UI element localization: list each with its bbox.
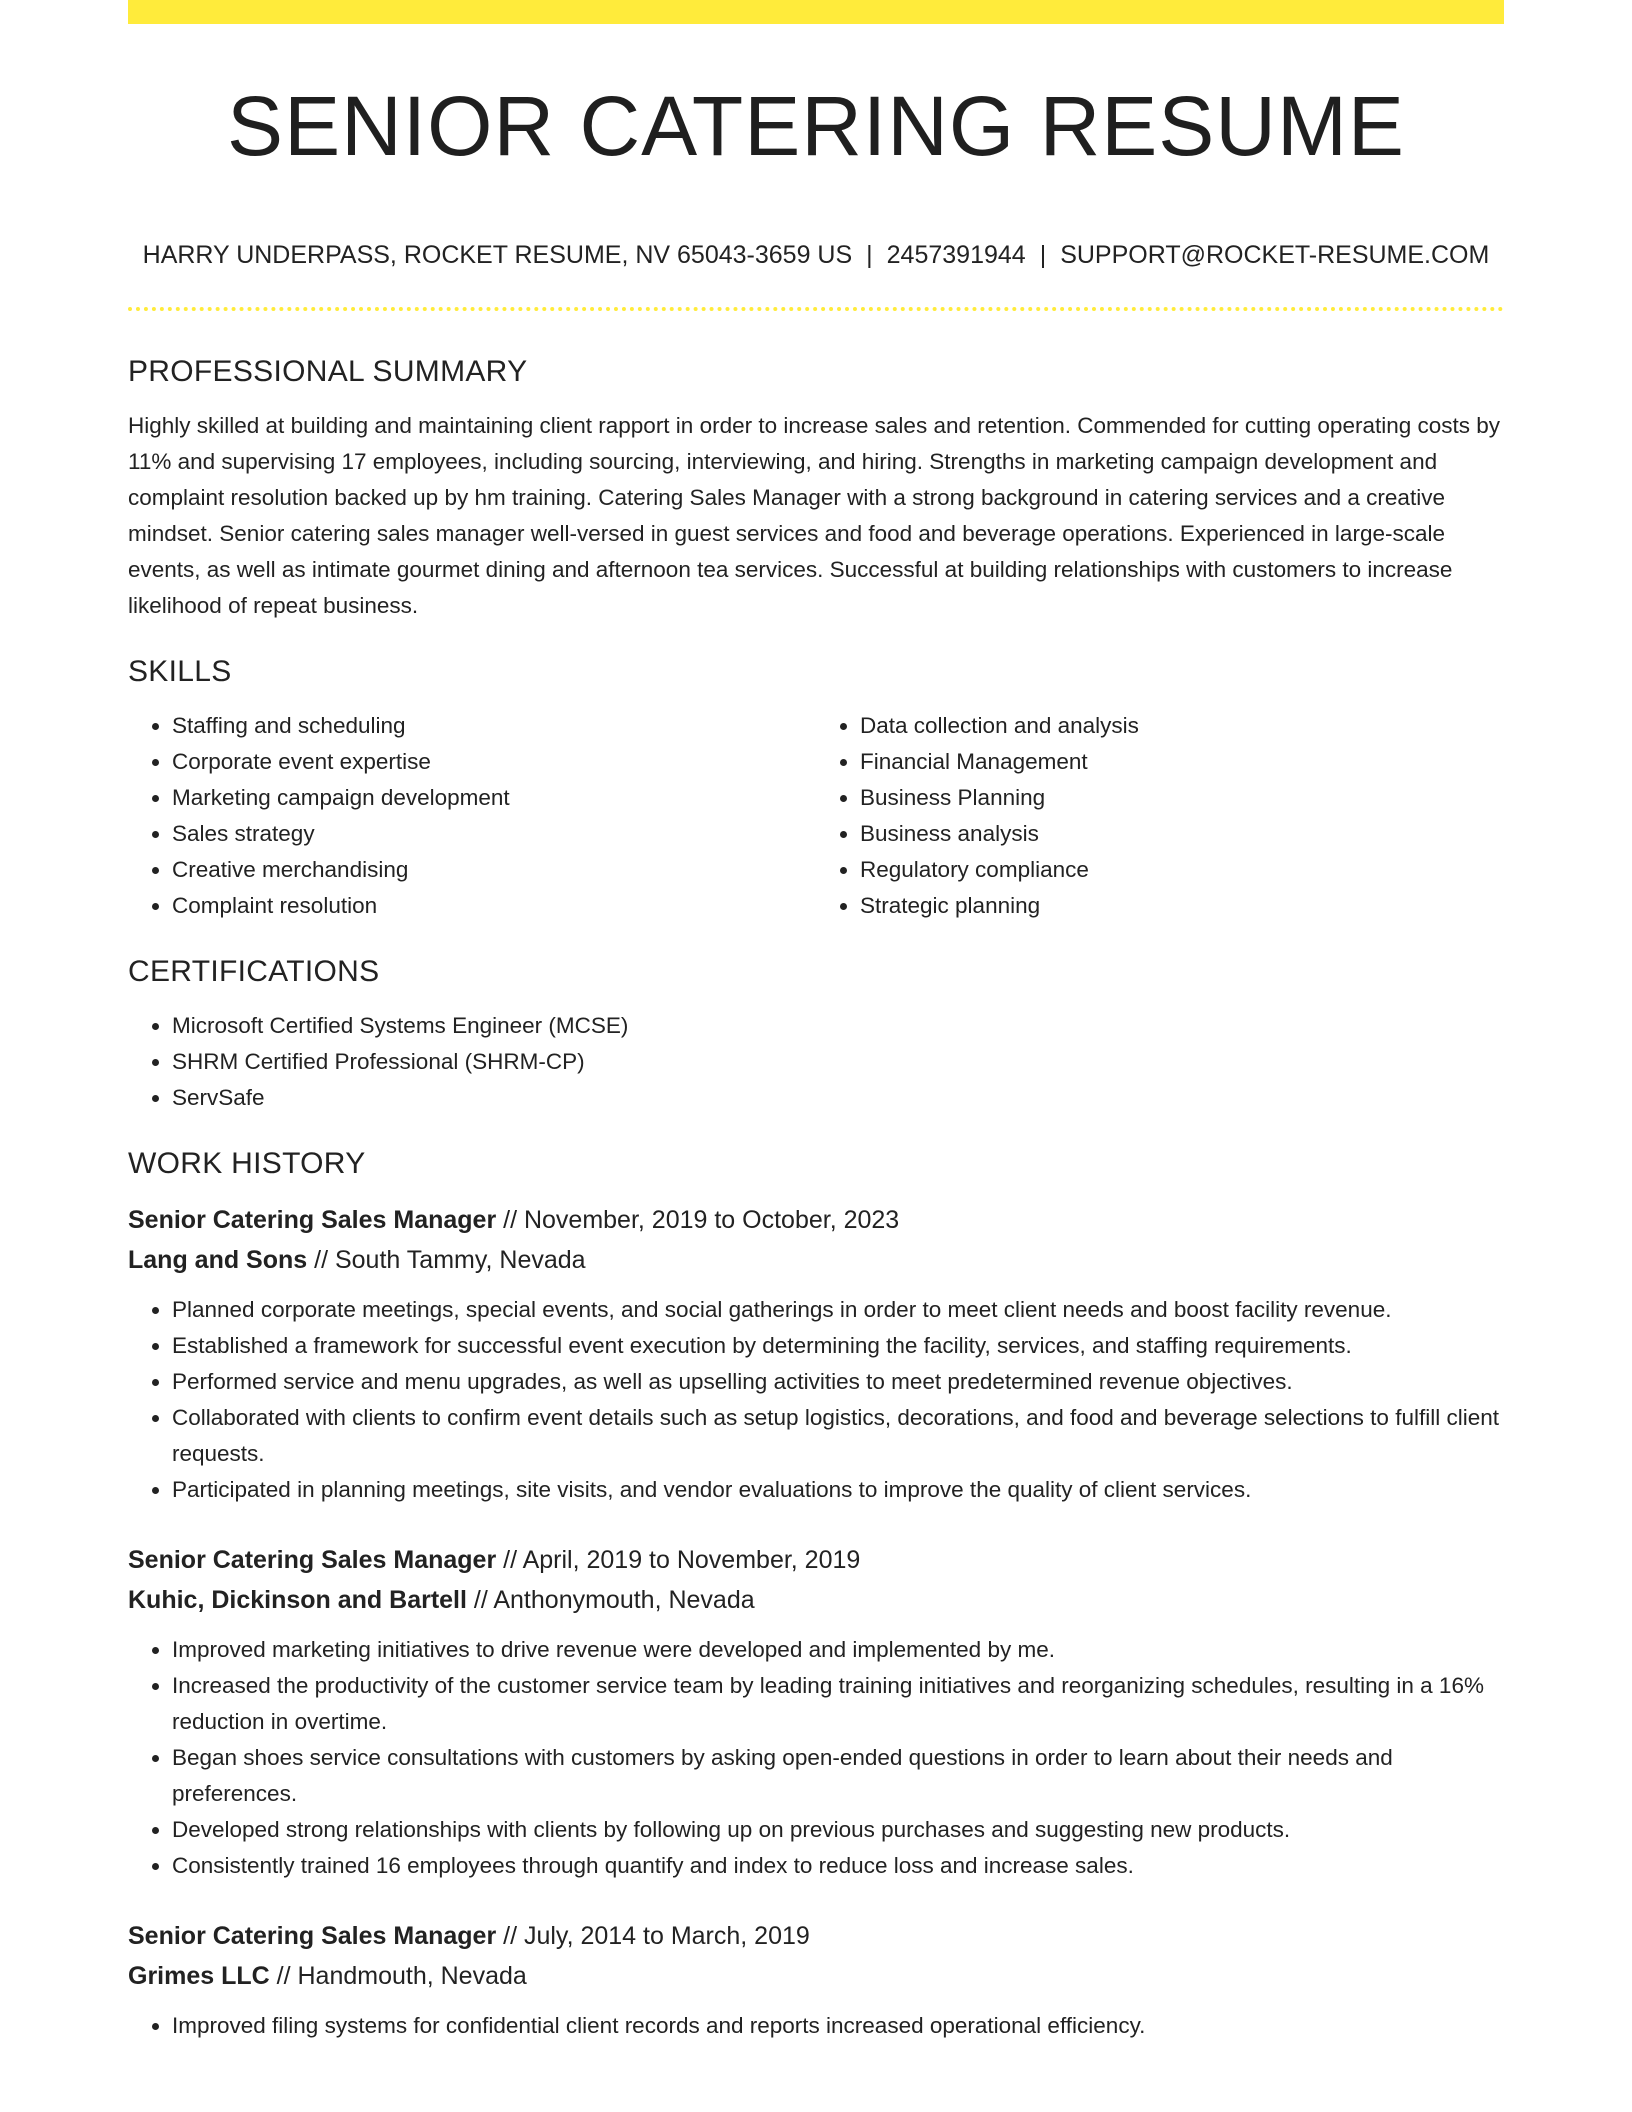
job-company-line <box>128 1580 1504 1620</box>
job-title: Senior Catering Sales Manager <box>128 1922 497 1950</box>
job-bullet: • Developed strong relationships with clients by following up on previous purchases and suggesting new products. <box>172 1812 1504 1848</box>
job-title-line <box>128 1200 1504 1240</box>
summary-heading: PROFESSIONAL SUMMARY <box>128 355 528 388</box>
contact-line <box>128 238 1504 272</box>
resume-content <box>128 352 1504 2044</box>
job-title-line <box>128 1540 1504 1580</box>
skill-item: • Complaint resolution <box>172 888 816 924</box>
certifications-section <box>128 952 1504 1116</box>
contact-separator: | <box>1039 241 1047 269</box>
certification-item: • Microsoft Certified Systems Engineer (MCSE) <box>172 1008 1504 1044</box>
job-bullet: • Improved filing systems for confidential client records and reports increased operational efficiency. <box>172 2008 1504 2044</box>
job-company: Lang and Sons <box>128 1246 308 1274</box>
job-company-line <box>128 1956 1504 1996</box>
job-company: Kuhic, Dickinson and Bartell <box>128 1586 467 1614</box>
job-bullet: • Collaborated with clients to confirm event details such as setup logistics, decorations, and food and beverage selections to fulfill client requests. <box>172 1400 1504 1472</box>
job-location: // Handmouth, Nevada <box>269 1962 527 1990</box>
skill-item: • Creative merchandising <box>172 852 816 888</box>
skill-item: • Business analysis <box>860 816 1504 852</box>
skill-item: • Staffing and scheduling <box>172 708 816 744</box>
contact-address: HARRY UNDERPASS, ROCKET RESUME, NV 65043-3659 US <box>142 241 853 269</box>
certification-item: • SHRM Certified Professional (SHRM-CP) <box>172 1044 1504 1080</box>
job-bullet: • Began shoes service consultations with customers by asking open-ended questions in order to learn about their needs and preferences. <box>172 1740 1504 1812</box>
job-bullets <box>128 1632 1504 1884</box>
contact-phone: 2457391944 <box>886 241 1026 269</box>
skill-item: • Regulatory compliance <box>860 852 1504 888</box>
skill-item: • Business Planning <box>860 780 1504 816</box>
job-title: Senior Catering Sales Manager <box>128 1546 497 1574</box>
resume-title: SENIOR CATERING RESUME <box>227 79 1405 173</box>
job-bullet: • Participated in planning meetings, site visits, and vendor evaluations to improve the quality of client services. <box>172 1472 1504 1508</box>
job-bullet: • Increased the productivity of the customer service team by leading training initiatives and reorganizing schedules, resulting in a 16% reduction in overtime. <box>172 1668 1504 1740</box>
job-bullets <box>128 1292 1504 1508</box>
certifications-heading: CERTIFICATIONS <box>128 955 380 988</box>
certifications-list <box>128 1008 1504 1116</box>
job-bullet: • Performed service and menu upgrades, as well as upselling activities to meet predetermined revenue objectives. <box>172 1364 1504 1400</box>
job-bullet: • Consistently trained 16 employees through quantify and index to reduce loss and increase sales. <box>172 1848 1504 1884</box>
contact-separator: | <box>866 241 873 269</box>
skill-item: • Marketing campaign development <box>172 780 816 816</box>
skills-heading: SKILLS <box>128 655 232 688</box>
skill-item: • Corporate event expertise <box>172 744 816 780</box>
contact-email: SUPPORT@ROCKET-RESUME.COM <box>1060 241 1490 269</box>
work-history-heading: WORK HISTORY <box>128 1147 366 1180</box>
certification-item: • ServSafe <box>172 1080 1504 1116</box>
job-dates: // July, 2014 to March, 2019 <box>496 1922 810 1950</box>
job-entry <box>128 1540 1504 1884</box>
job-bullet: • Planned corporate meetings, special events, and social gatherings in order to meet client needs and boost facility revenue. <box>172 1292 1504 1328</box>
skills-list-right <box>816 708 1504 924</box>
job-dates: // November, 2019 to October, 2023 <box>496 1206 900 1234</box>
skills-section <box>128 652 1504 924</box>
job-entry <box>128 1200 1504 1508</box>
summary-section <box>128 352 1504 624</box>
job-location: // South Tammy, Nevada <box>307 1246 586 1274</box>
job-title-line <box>128 1916 1504 1956</box>
job-bullet: • Established a framework for successful event execution by determining the facility, services, and staffing requirements. <box>172 1328 1504 1364</box>
job-company-line <box>128 1240 1504 1280</box>
job-company: Grimes LLC <box>128 1962 270 1990</box>
job-location: // Anthonymouth, Nevada <box>466 1586 755 1614</box>
accent-top-bar <box>128 0 1504 24</box>
skills-grid <box>128 708 1504 924</box>
job-dates: // April, 2019 to November, 2019 <box>496 1546 861 1574</box>
skill-item: • Financial Management <box>860 744 1504 780</box>
job-title: Senior Catering Sales Manager <box>128 1206 497 1234</box>
job-bullet: • Improved marketing initiatives to drive revenue were developed and implemented by me. <box>172 1632 1504 1668</box>
work-history-section <box>128 1144 1504 2044</box>
job-entry <box>128 1916 1504 2044</box>
summary-text: Highly skilled at building and maintaining client rapport in order to increase sales and retention. Commended for cutting operating costs by 11% and supervising 17 employees, including sourcing, interviewing, and hiring. Strengths in marketing campaign development and complaint resolution backed up by hm training. Catering Sales Manager with a strong background in catering services and a creative mindset. Senior catering sales manager well-versed in guest services and food and beverage operations. Experienced in large-scale events, as well as intimate gourmet dining and afternoon tea services. Successful at building relationships with customers to increase likelihood of repeat business. <box>128 413 1501 618</box>
skill-item: • Sales strategy <box>172 816 816 852</box>
skills-list-left <box>128 708 816 924</box>
job-bullets <box>128 2008 1504 2044</box>
dotted-divider <box>128 307 1504 311</box>
skill-item: • Data collection and analysis <box>860 708 1504 744</box>
skill-item: • Strategic planning <box>860 888 1504 924</box>
